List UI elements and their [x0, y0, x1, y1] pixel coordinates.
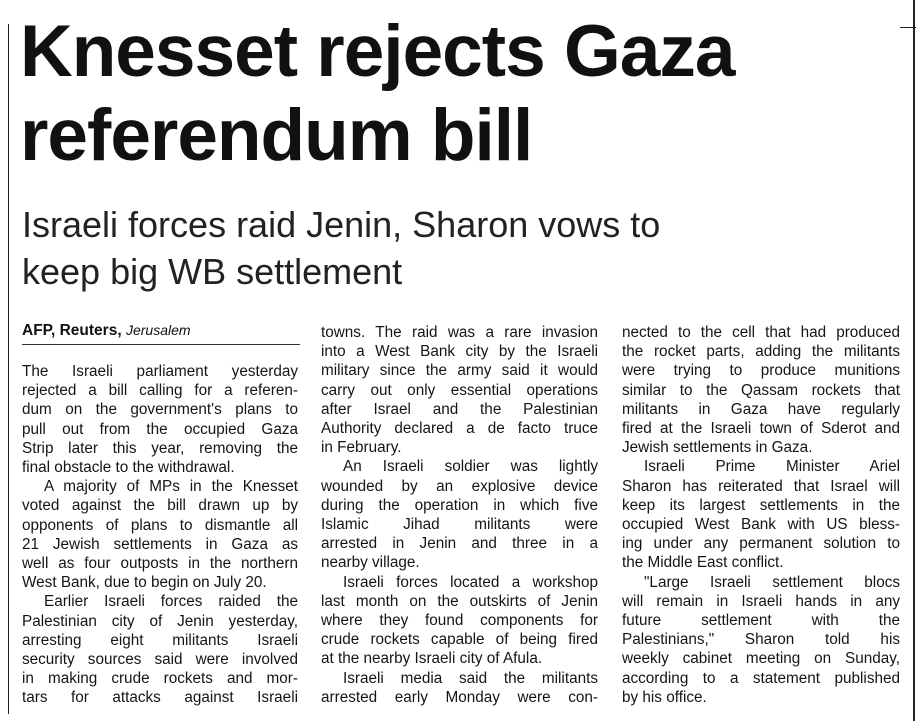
body-text-line: nected to the cell that had produced: [622, 324, 900, 341]
body-text-line: Palestinian city of Jenin yesterday,: [22, 612, 298, 630]
body-text-line: Islamic Jihad militants were: [321, 516, 598, 534]
body-text-line: ing under any permanent solution to: [622, 535, 900, 553]
subheadline-line: keep big WB settlement: [22, 251, 403, 292]
body-text-line: Israeli media said the militants: [343, 669, 598, 687]
body-text-line: Earlier Israeli forces raided the: [44, 593, 298, 611]
body-text-line: were trying to produce munitions: [622, 362, 900, 380]
body-text-line: Israeli forces located a workshop: [343, 573, 598, 591]
body-text-line: A majority of MPs in the Knesset: [44, 478, 298, 496]
byline-place: Jerusalem: [125, 322, 191, 338]
body-text-line: final obstacle to the withdrawal.: [22, 459, 235, 477]
byline: [22, 321, 300, 345]
body-text-line: the rocket parts, adding the militants: [622, 343, 900, 361]
body-text-line: An Israeli soldier was lightly: [343, 458, 598, 476]
headline-line: referendum bill: [20, 95, 533, 176]
body-text-line: militants in Gaza have regularly: [622, 400, 900, 418]
body-text-line: opponents of plans to dismantle all: [22, 516, 298, 534]
body-text-line: arrested in Jenin and three in a: [321, 535, 598, 553]
body-text-line: during the operation in which five: [321, 496, 598, 514]
body-text-line: keep its largest settlements in the: [622, 496, 900, 514]
subheadline-line: Israeli forces raid Jenin, Sharon vows to: [22, 204, 661, 245]
headline-line: Knesset rejects Gaza: [20, 11, 735, 92]
body-text-line: will remain in Israeli hands in any: [622, 592, 900, 610]
article-column-2: [321, 323, 598, 707]
body-text-line: occupied West Bank with US bless-: [622, 516, 900, 534]
byline-agency: AFP, Reuters,: [22, 322, 122, 339]
body-text-line: Sharon has reiterated that Israel will: [622, 477, 900, 495]
article-column-3: [622, 323, 900, 707]
subheadline: [22, 201, 902, 295]
body-text-line: Authority declared a de facto truce: [321, 420, 598, 438]
body-text-line: military since the army said it would: [321, 362, 598, 380]
body-text-line: by his office.: [622, 688, 707, 706]
body-text-line: well as four outposts in the northern: [22, 555, 298, 573]
body-text-line: nearby village.: [321, 554, 420, 572]
body-text-line: Israeli Prime Minister Ariel: [644, 458, 900, 476]
body-text-line: Jewish settlements in Gaza.: [622, 439, 813, 457]
body-text-line: crude rockets capable of being fired: [321, 631, 598, 649]
body-text-line: "Large Israeli settlement blocs: [644, 573, 900, 591]
body-text-line: The Israeli parliament yesterday: [22, 363, 298, 380]
body-text-line: pull out from the occupied Gaza: [22, 420, 298, 438]
body-text-line: in making crude rockets and mor-: [22, 670, 298, 688]
body-text-line: dum on the government's plans to: [22, 401, 298, 419]
body-text-line: Palestinians," Sharon told his: [622, 631, 900, 649]
headline: [20, 10, 900, 178]
column-rule-left: [8, 24, 9, 714]
body-text-line: future settlement with the: [622, 612, 900, 630]
corner-rule: [900, 27, 916, 28]
body-text-line: last month on the outskirts of Jenin: [321, 592, 598, 610]
body-text-line: rejected a bill calling for a referen-: [22, 382, 298, 400]
body-text-line: carry out only essential operations: [321, 381, 598, 399]
body-text-line: 21 Jewish settlements in Gaza as: [22, 535, 298, 553]
body-text-line: voted against the bill drawn up by: [22, 497, 298, 515]
body-text-line: arrested early Monday were con-: [321, 688, 598, 706]
body-text-line: weekly cabinet meeting on Sunday,: [622, 650, 900, 668]
body-text-line: towns. The raid was a rare invasion: [321, 324, 598, 341]
body-text-line: where they found components for: [321, 612, 598, 630]
body-text-line: security sources said were involved: [22, 651, 298, 669]
body-text-line: similar to the Qassam rockets that: [622, 381, 900, 399]
body-text-line: tars for attacks against Israeli: [22, 689, 298, 707]
body-text-line: into a West Bank city by the Israeli: [321, 343, 598, 361]
body-text-line: after Israel and the Palestinian: [321, 400, 598, 418]
body-text-line: Strip later this year, removing the: [22, 439, 298, 457]
body-text-line: wounded by an explosive device: [321, 477, 598, 495]
body-text-line: in February.: [321, 439, 402, 457]
article-column-1: [22, 362, 298, 708]
body-text-line: fired at the Israeli town of Sderot and: [622, 420, 900, 438]
body-text-line: West Bank, due to begin on July 20.: [22, 574, 267, 592]
body-text-line: the Middle East conflict.: [622, 554, 784, 572]
body-text-line: at the nearby Israeli city of Afula.: [321, 650, 543, 668]
body-text-line: according to a statement published: [622, 669, 900, 687]
column-rule-right: [913, 0, 915, 721]
body-text-line: arresting eight militants Israeli: [22, 631, 298, 649]
